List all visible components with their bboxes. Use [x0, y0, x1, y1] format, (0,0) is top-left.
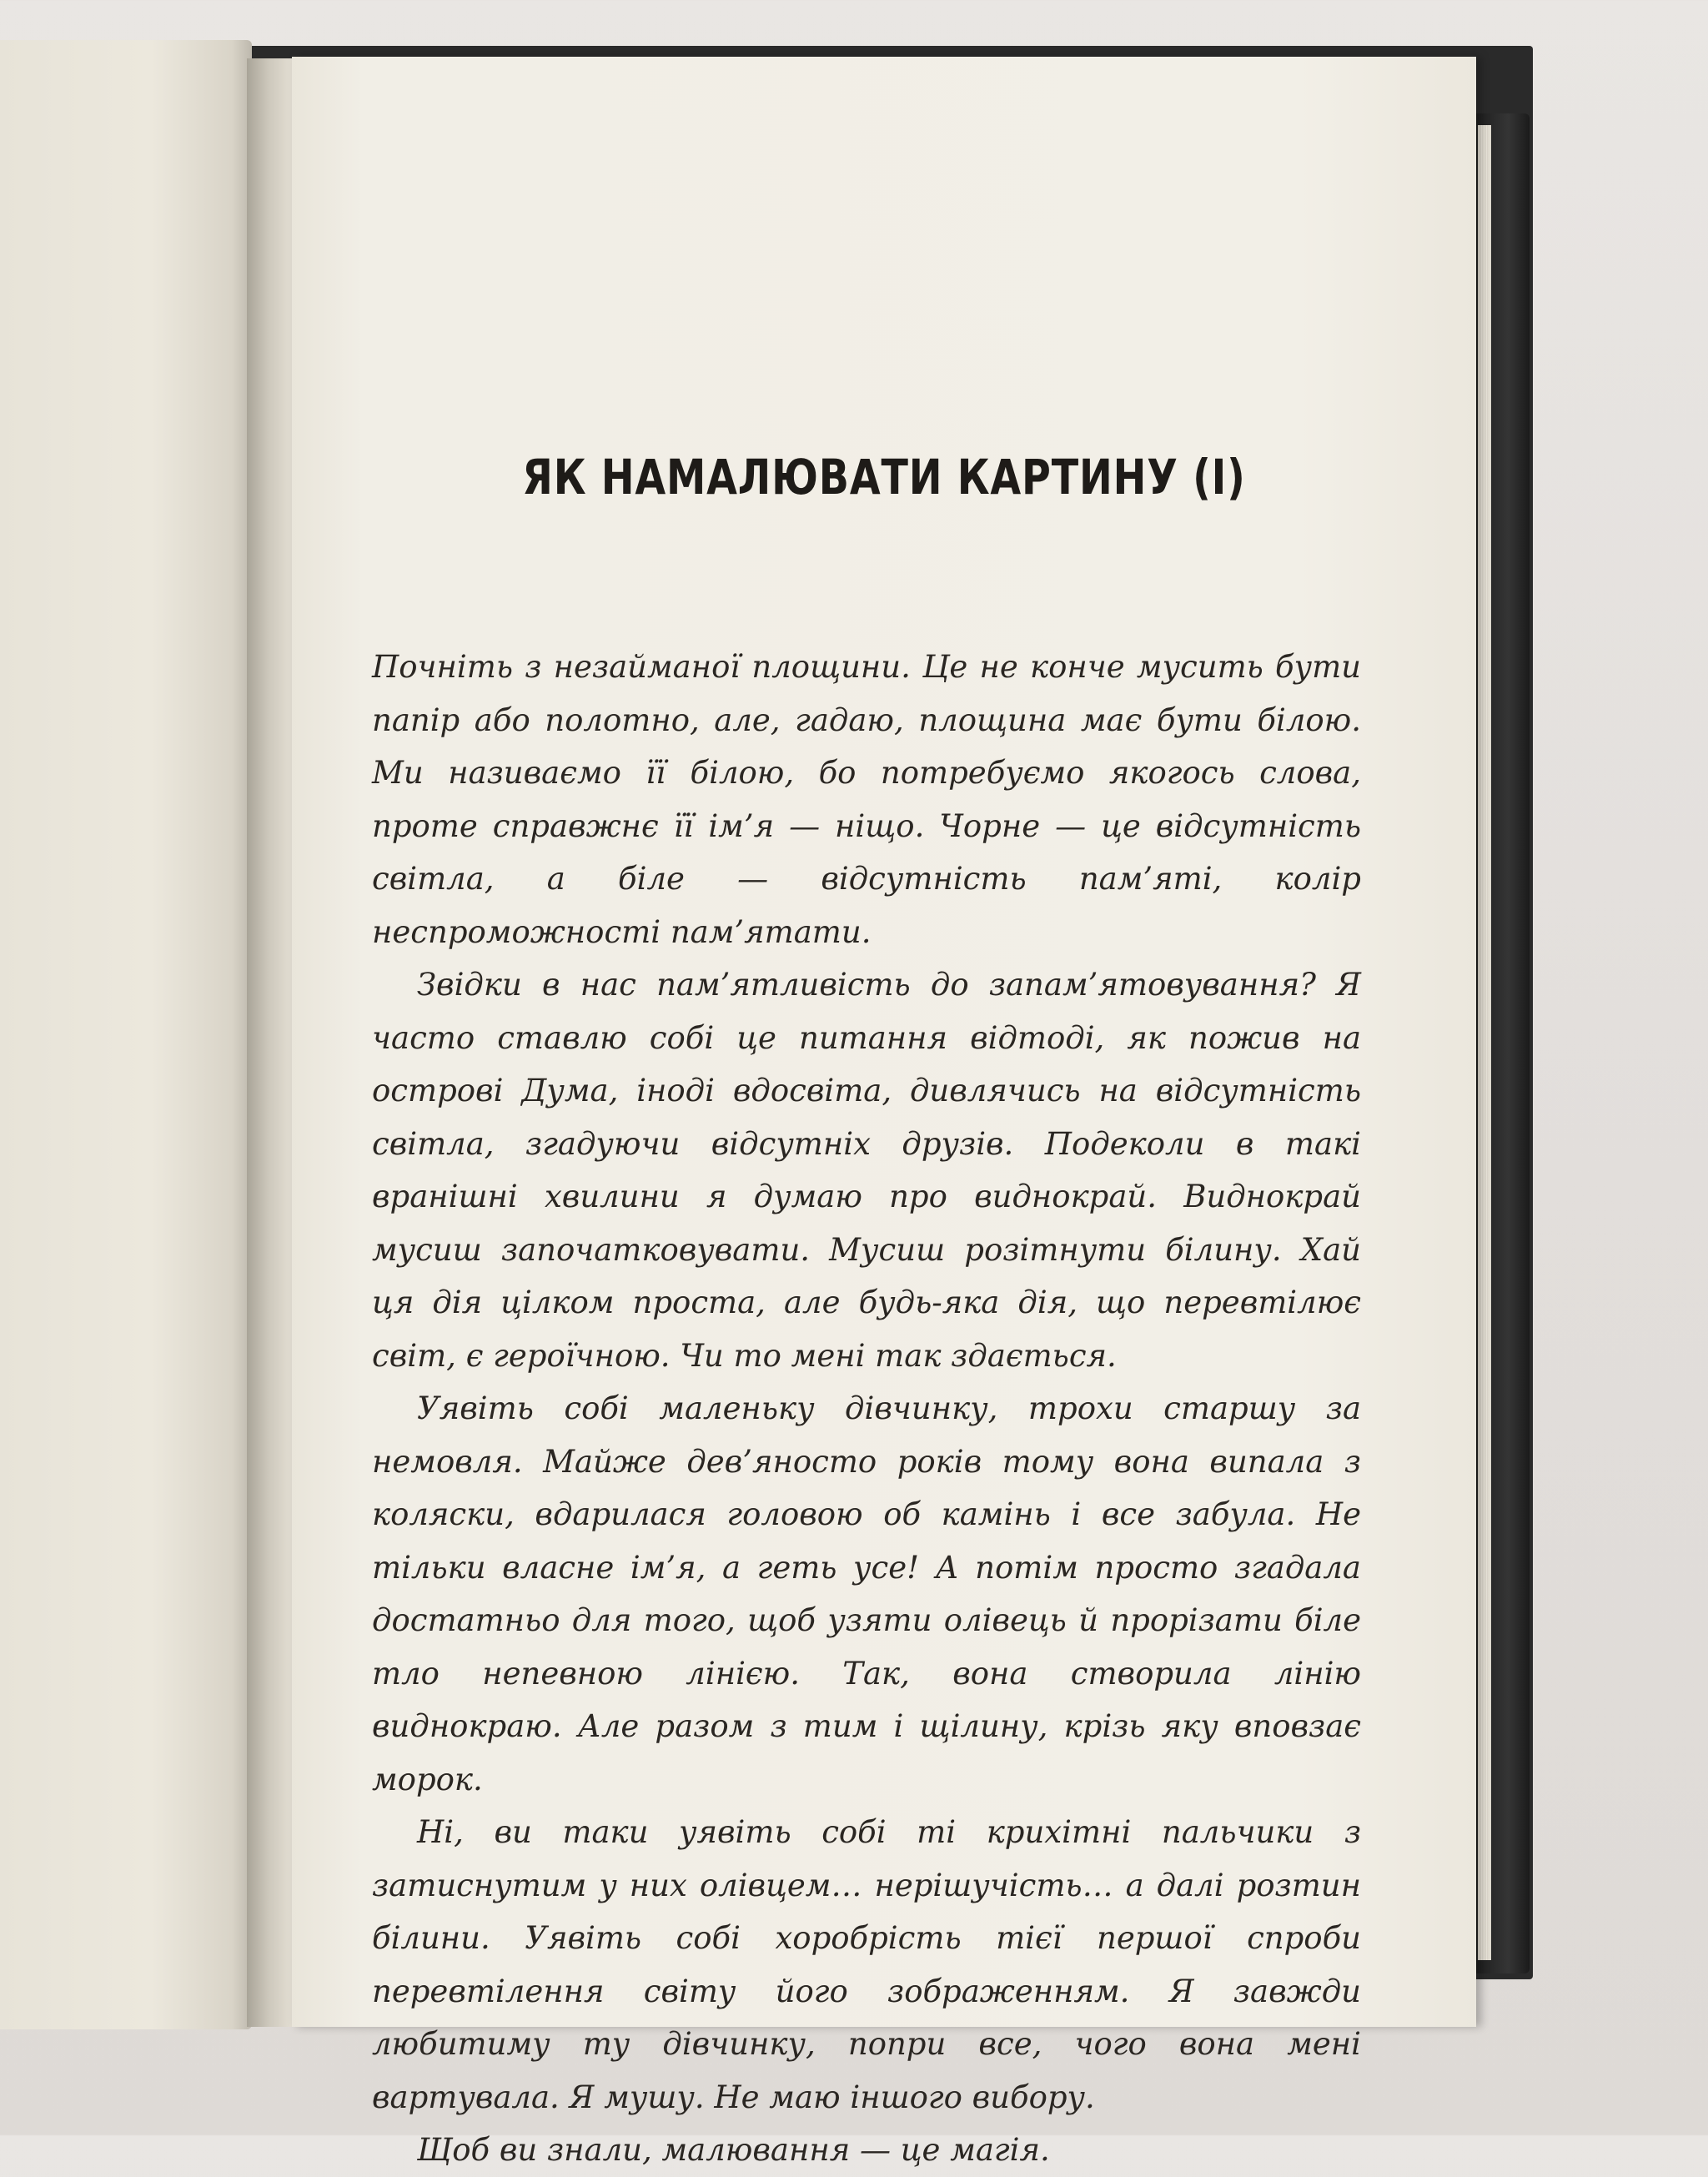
body-text: [372, 641, 1361, 2177]
book-gutter: [247, 58, 295, 2027]
paragraph: Ні, ви таки уявіть собі ті крихітні пальчики з затиснутим у них олівцем… нерішучість… а далі розтин білини. Уявіть собі хоробрість тієї першої спроби перевтілення світу його зображенням. Я завжди любитиму ту дівчинку, попри все, чого вона мені вартувала. Я мушу. Не маю іншого вибору.: [372, 1814, 1361, 2115]
right-page: [292, 57, 1476, 2168]
paragraph: Звідки в нас пам’ятливість до запам’ятовування? Я часто ставлю собі це питання відтоді, як пожив на острові Дума, іноді вдосвіта, дивлячись на відсутність світла, згадуючи відсутніх друзів. Подеколи в такі вранішні хвилини я думаю про виднокрай. Виднокрай мусиш започатковувати. Мусиш розітнути білину. Хай ця дія цілком проста, але будь-яка дія, що перевтілює світ, є героїчною. Чи то мені так здається.: [372, 967, 1361, 1374]
paragraph: Щоб ви знали, малювання — це магія.: [417, 2132, 1050, 2168]
page-edges: [1478, 125, 1491, 1960]
paragraph: Почніть з незайманої площини. Це не конче мусить бути папір або полотно, але, гадаю, площина має бути білою. Ми називаємо її білою, бо потребуємо якогось слова, проте справжнє її ім’я — ніщо. Чорне — це відсутність світла, а біле — відсутність пам’яті, колір неспроможності пам’ятати.: [372, 649, 1361, 950]
paragraph: Уявіть собі маленьку дівчинку, трохи старшу за немовля. Майже дев’яносто років тому вона випала з коляски, вдарилася головою об камінь і все забула. Не тільки власне ім’я, а геть усе! А потім просто згадала достатньо для того, щоб узяти олівець й прорізати біле тло непевною лінією. Так, вона створила лінію виднокраю. Але разом з тим і щілину, крізь яку вповзає морок.: [372, 1390, 1361, 1797]
chapter-title: ЯК НАМАЛЮВАТИ КАРТИНУ (І): [522, 449, 1246, 505]
left-page: [0, 40, 252, 2029]
